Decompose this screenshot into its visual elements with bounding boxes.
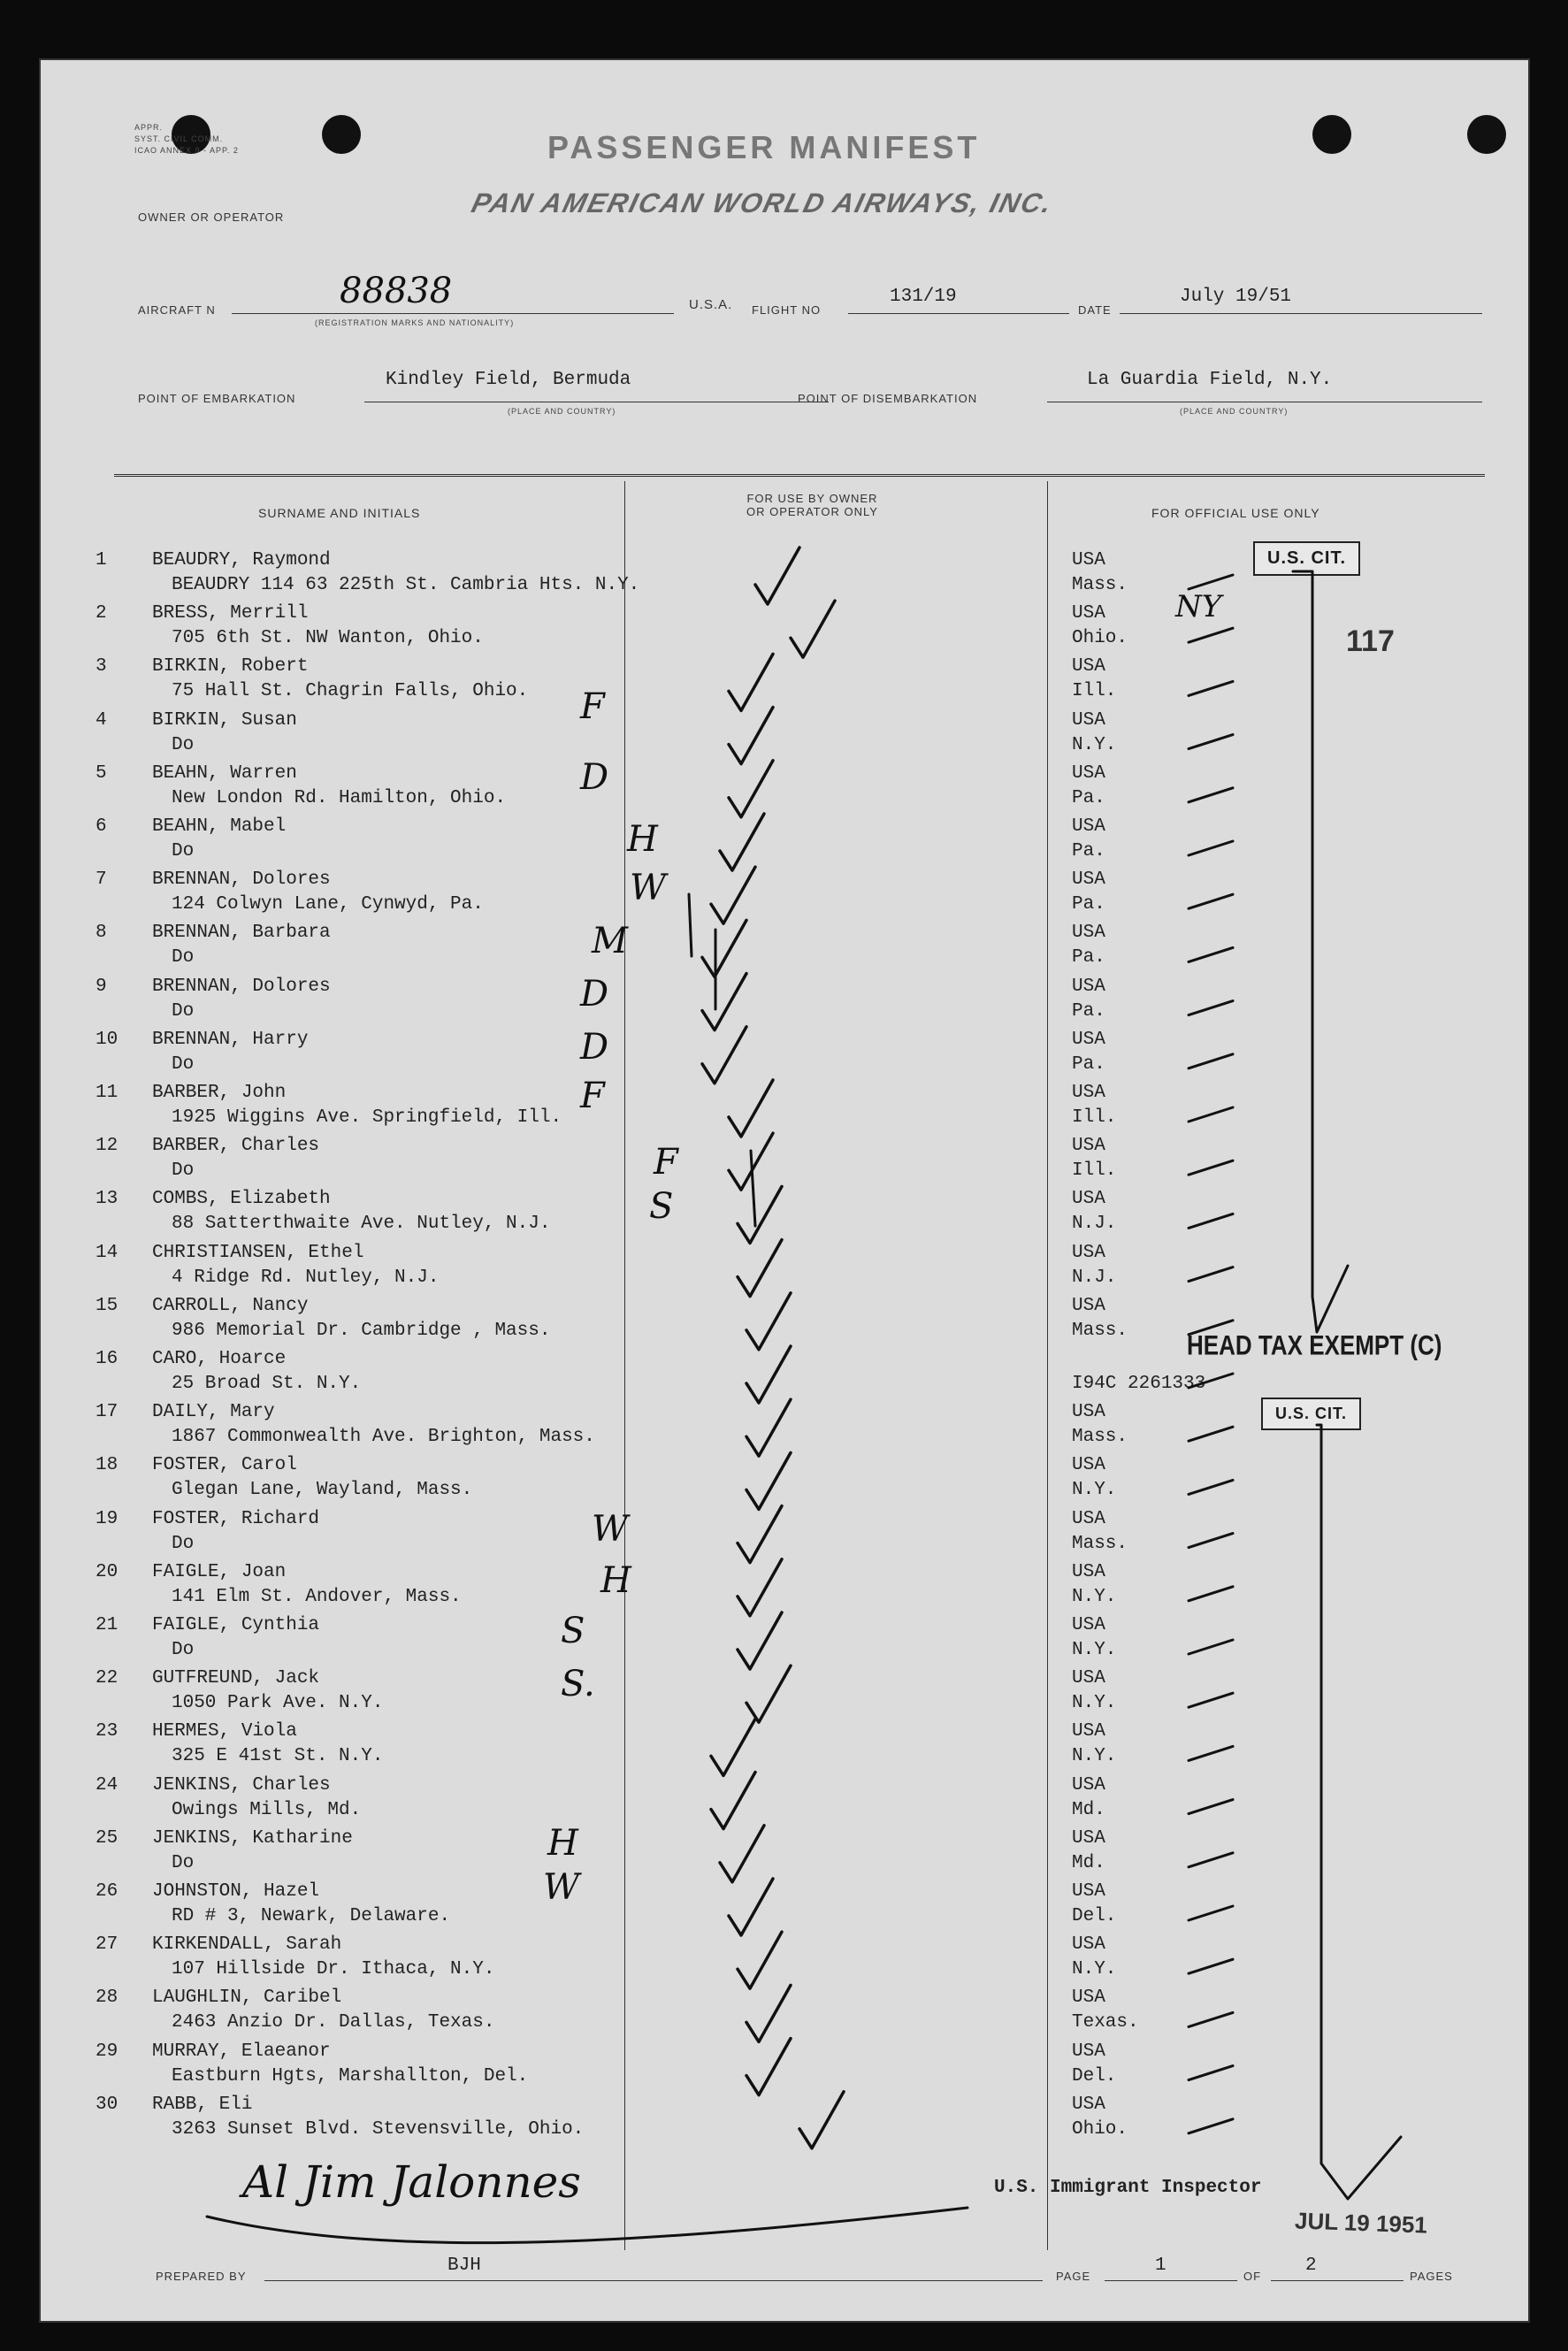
flight-label: FLIGHT NO [752, 303, 822, 317]
inspector-title: U.S. Immigrant Inspector [994, 2178, 1262, 2198]
operator-initial: M [592, 921, 628, 961]
checkmark-icon [720, 814, 764, 870]
official-tick-mark [1189, 1959, 1233, 1973]
checkmark-icon [729, 1080, 773, 1137]
operator-initial: W [592, 1509, 629, 1550]
citizenship: USA [1072, 1189, 1105, 1210]
passenger-address: Do [172, 734, 195, 755]
residence-state: Ohio. [1072, 2118, 1128, 2140]
passenger-address: 1050 Park Ave. N.Y. [172, 1693, 384, 1714]
checkmark-icon [738, 1186, 782, 1243]
citizenship: USA [1072, 1029, 1105, 1050]
passenger-name: BRENNAN, Dolores [152, 869, 331, 891]
passenger-name: GUTFREUND, Jack [152, 1668, 320, 1689]
operator-initial: W [543, 1867, 580, 1908]
official-tick-mark [1189, 1267, 1233, 1282]
row-number: 28 [96, 1987, 119, 2009]
form-code: APPR. SYST. CIVIL COMM. ICAO ANNEX 9 - APP. 2 [134, 123, 239, 155]
checkmark-icon [702, 974, 746, 1030]
citizenship: USA [1072, 1295, 1105, 1316]
signature: Al Jim Jalonnes [242, 2156, 581, 2208]
passenger-name: MURRAY, Elaeanor [152, 2041, 331, 2062]
place-label: (PLACE AND COUNTRY) [508, 407, 616, 416]
passenger-name: CHRISTIANSEN, Ethel [152, 1242, 364, 1263]
residence-state: Pa. [1072, 947, 1105, 969]
us-citizen-stamp: U.S. CIT. [1253, 541, 1360, 576]
head-tax-exempt: HEAD TAX EXEMPT (C) [1187, 1329, 1442, 1361]
passenger-address: 88 Satterthwaite Ave. Nutley, N.J. [172, 1214, 551, 1235]
checkmark-icon [755, 548, 799, 604]
checkmark-icon [711, 867, 755, 923]
passenger-name: BARBER, Charles [152, 1136, 320, 1157]
passenger-name: JOHNSTON, Hazel [152, 1881, 320, 1902]
passenger-address: 124 Colwyn Lane, Cynwyd, Pa. [172, 894, 484, 915]
passenger-name: BRENNAN, Harry [152, 1029, 309, 1050]
embark-value: Kindley Field, Bermuda [386, 370, 631, 390]
passenger-address: Do [172, 1160, 195, 1182]
passenger-name: BARBER, John [152, 1083, 287, 1103]
citizenship: USA [1072, 2041, 1105, 2062]
citizenship: USA [1072, 1508, 1105, 1529]
official-tick-mark [1189, 1374, 1233, 1388]
official-tick-mark [1189, 2066, 1233, 2080]
signature-flourish-icon [207, 2208, 968, 2243]
citizenship: USA [1072, 1455, 1105, 1476]
passenger-name: JENKINS, Katharine [152, 1827, 353, 1849]
official-tick-mark [1189, 681, 1233, 695]
row-number: 29 [96, 2041, 119, 2062]
checkmark-icon [746, 1452, 791, 1509]
passenger-address: Do [172, 841, 195, 862]
row-number: 5 [96, 762, 107, 784]
row-number: 12 [96, 1136, 119, 1157]
disembark-label: POINT OF DISEMBARKATION [798, 392, 978, 405]
passenger-address: 107 Hillside Dr. Ithaca, N.Y. [172, 1959, 495, 1980]
citizenship: USA [1072, 1721, 1105, 1742]
checkmark-icon [746, 1346, 791, 1403]
passenger-address: Glegan Lane, Wayland, Mass. [172, 1480, 473, 1501]
citizenship: USA [1072, 1615, 1105, 1635]
citizenship: USA [1072, 1083, 1105, 1103]
operator-initial: F [580, 1076, 605, 1116]
citizenship: USA [1072, 1827, 1105, 1849]
official-tick-mark [1189, 1640, 1233, 1654]
citizenship: USA [1072, 923, 1105, 944]
residence-state: N.Y. [1072, 734, 1117, 755]
usa-label: U.S.A. [689, 297, 733, 312]
residence-state: Ill. [1072, 1107, 1117, 1128]
row-number: 14 [96, 1242, 119, 1263]
citizenship: USA [1072, 976, 1105, 997]
residence-state: N.Y. [1072, 1693, 1117, 1714]
citizenship: USA [1072, 603, 1105, 624]
official-tick-mark [1189, 1906, 1233, 1920]
residence-state: N.Y. [1072, 1640, 1117, 1660]
residence-state: Texas. [1072, 2012, 1139, 2033]
passenger-address: 1925 Wiggins Ave. Springfield, Ill. [172, 1107, 562, 1128]
residence-state: N.Y. [1072, 1480, 1117, 1501]
passenger-name: BIRKIN, Susan [152, 709, 297, 731]
official-tick-mark [1189, 1214, 1233, 1228]
row-number: 19 [96, 1508, 119, 1529]
residence-state: Pa. [1072, 1000, 1105, 1022]
passenger-address: New London Rd. Hamilton, Ohio. [172, 787, 507, 808]
operator-initial: H [627, 819, 658, 860]
page-title: PASSENGER MANIFEST [547, 129, 981, 165]
official-tick-mark [1189, 1001, 1233, 1015]
owner-label: OWNER OR OPERATOR [138, 211, 285, 224]
row-number: 18 [96, 1455, 119, 1476]
citizenship: USA [1072, 2094, 1105, 2115]
checkmark-icon [738, 1240, 782, 1297]
residence-state: Mass. [1072, 1427, 1128, 1448]
operator-initial: D [580, 974, 609, 1015]
disembark-value: La Guardia Field, N.Y. [1087, 370, 1333, 390]
passenger-name: KIRKENDALL, Sarah [152, 1934, 342, 1956]
handwritten-marks [39, 58, 1530, 2323]
row-number: 30 [96, 2094, 119, 2115]
checkmark-icon [738, 1932, 782, 1988]
checkmark-icon [711, 1719, 755, 1775]
citizenship: USA [1072, 1402, 1105, 1423]
checkmark-icon [729, 761, 773, 817]
row-number: 17 [96, 1402, 119, 1423]
passenger-address: 75 Hall St. Chagrin Falls, Ohio. [172, 681, 529, 702]
date-label: DATE [1078, 303, 1112, 317]
residence-state: I94C 2261333 [1072, 1374, 1206, 1394]
checkmark-icon [738, 1506, 782, 1563]
residence-state: Pa. [1072, 894, 1105, 915]
official-tick-mark [1189, 947, 1233, 961]
passenger-name: JENKINS, Charles [152, 1774, 331, 1796]
checkmark-icon [738, 1559, 782, 1616]
checkmark-icon [702, 920, 746, 976]
official-tick-mark [1189, 1800, 1233, 1814]
passenger-address: Do [172, 1852, 195, 1873]
passenger-address: 1867 Commonwealth Ave. Brighton, Mass. [172, 1427, 595, 1448]
passenger-name: CARROLL, Nancy [152, 1295, 309, 1316]
us-citizen-stamp: U.S. CIT. [1261, 1398, 1361, 1430]
checkmark-icon [746, 1666, 791, 1722]
row-number: 27 [96, 1934, 119, 1956]
checkmark-icon [746, 1399, 791, 1456]
pages-label: PAGES [1410, 2270, 1453, 2283]
row-number: 22 [96, 1668, 119, 1689]
date-value: July 19/51 [1180, 287, 1292, 307]
row-number: 11 [96, 1083, 119, 1103]
citizenship: USA [1072, 709, 1105, 731]
passenger-address: 4 Ridge Rd. Nutley, N.J. [172, 1267, 440, 1288]
date-stamp: JUL 19 1951 [1294, 2207, 1428, 2239]
checkmark-icon [729, 708, 773, 764]
row-number: 13 [96, 1189, 119, 1210]
citizenship: USA [1072, 656, 1105, 678]
row-number: 23 [96, 1721, 119, 1742]
operator-initial: D [580, 1027, 609, 1068]
checkmark-icon [746, 1293, 791, 1350]
passenger-name: CARO, Hoarce [152, 1349, 287, 1369]
row-number: 3 [96, 656, 107, 678]
row-number: 1 [96, 550, 107, 571]
citizenship: USA [1072, 1881, 1105, 1902]
passenger-name: BEAHN, Mabel [152, 816, 287, 837]
passenger-address: Do [172, 1533, 195, 1554]
row-number: 10 [96, 1029, 119, 1050]
official-tick-mark [1189, 1693, 1233, 1707]
operator-initial: H [600, 1560, 631, 1601]
row-number: 26 [96, 1881, 119, 1902]
passenger-name: BRENNAN, Barbara [152, 923, 331, 944]
passenger-name: BIRKIN, Robert [152, 656, 309, 678]
row-number: 9 [96, 976, 107, 997]
residence-state: N.J. [1072, 1267, 1117, 1288]
row-number: 21 [96, 1615, 119, 1635]
citizenship: USA [1072, 1668, 1105, 1689]
residence-state: N.Y. [1072, 1586, 1117, 1607]
bracket-line-icon [1317, 1425, 1401, 2199]
residence-state: Mass. [1072, 1533, 1128, 1554]
residence-state: Pa. [1072, 787, 1105, 808]
residence-state: Del. [1072, 2065, 1117, 2087]
passenger-name: HERMES, Viola [152, 1721, 297, 1742]
embark-label: POINT OF EMBARKATION [138, 392, 296, 405]
passenger-address: 2463 Anzio Dr. Dallas, Texas. [172, 2012, 495, 2033]
checkmark-icon [729, 1879, 773, 1935]
flight-value: 131/19 [890, 287, 957, 307]
passenger-address: BEAUDRY 114 63 225th St. Cambria Hts. N.Y. [172, 575, 640, 595]
passenger-name: FOSTER, Carol [152, 1455, 297, 1476]
passenger-address: Do [172, 1640, 195, 1660]
of-value: 2 [1305, 2255, 1317, 2276]
row-number: 8 [96, 923, 107, 944]
passenger-address: RD # 3, Newark, Delaware. [172, 1906, 451, 1926]
operator-initial: S. [561, 1664, 595, 1704]
official-tick-mark [1189, 735, 1233, 749]
official-tick-mark [1189, 1321, 1233, 1335]
checkmark-icon [711, 1773, 755, 1829]
residence-state: Pa. [1072, 1053, 1105, 1075]
passenger-name: BEAHN, Warren [152, 762, 297, 784]
checkmark-icon [738, 1612, 782, 1669]
operator-stroke [689, 894, 692, 956]
citizenship: USA [1072, 1934, 1105, 1956]
official-tick-mark [1189, 1480, 1233, 1494]
aircraft-value: 88838 [340, 271, 453, 311]
residence-state: Ill. [1072, 1160, 1117, 1182]
operator-initial: S [561, 1611, 585, 1651]
owner-use-header: FOR USE BY OWNER OR OPERATOR ONLY [746, 492, 878, 518]
residence-state: Mass. [1072, 575, 1128, 595]
ny-note: NY [1175, 589, 1222, 624]
official-tick-mark [1189, 894, 1233, 908]
prepared-value: BJH [447, 2255, 481, 2276]
operator-initial: F [580, 686, 605, 727]
operator-initial: H [547, 1823, 578, 1864]
official-tick-mark [1189, 2012, 1233, 2026]
residence-state: Pa. [1072, 841, 1105, 862]
operator-initial: S [649, 1186, 674, 1227]
row-number: 6 [96, 816, 107, 837]
passenger-name: RABB, Eli [152, 2094, 253, 2115]
passenger-address: 325 E 41st St. N.Y. [172, 1746, 384, 1767]
operator-initial: W [630, 868, 667, 908]
passenger-name: FOSTER, Richard [152, 1508, 320, 1529]
official-tick-mark [1189, 575, 1233, 589]
passenger-address: 25 Broad St. N.Y. [172, 1374, 362, 1394]
checkmark-icon [799, 2092, 844, 2148]
residence-state: N.J. [1072, 1214, 1117, 1235]
surname-header: SURNAME AND INITIALS [258, 506, 421, 520]
registration-label: (REGISTRATION MARKS AND NATIONALITY) [315, 318, 515, 327]
page-label: PAGE [1056, 2270, 1091, 2283]
citizenship: USA [1072, 869, 1105, 891]
passenger-name: BEAUDRY, Raymond [152, 550, 331, 571]
checkmark-icon [702, 1027, 746, 1084]
passenger-name: FAIGLE, Cynthia [152, 1615, 320, 1635]
aircraft-label: AIRCRAFT N [138, 303, 216, 317]
official-tick-mark [1189, 1107, 1233, 1122]
official-tick-mark [1189, 788, 1233, 802]
checkmark-icon [746, 1985, 791, 2041]
passenger-name: BRENNAN, Dolores [152, 976, 331, 997]
citizenship: USA [1072, 1774, 1105, 1796]
residence-state: Ill. [1072, 681, 1117, 702]
passenger-name: FAIGLE, Joan [152, 1561, 287, 1582]
official-tick-mark [1189, 1853, 1233, 1867]
residence-state: Md. [1072, 1852, 1105, 1873]
passenger-address: Do [172, 947, 195, 969]
citizenship: USA [1072, 1561, 1105, 1582]
row-number: 7 [96, 869, 107, 891]
row-number: 4 [96, 709, 107, 731]
page-value: 1 [1155, 2255, 1166, 2276]
checkmark-icon [746, 2039, 791, 2095]
passenger-address: Do [172, 1053, 195, 1075]
passenger-address: Eastburn Hgts, Marshallton, Del. [172, 2065, 529, 2087]
residence-state: N.Y. [1072, 1746, 1117, 1767]
passenger-name: BRESS, Merrill [152, 603, 309, 624]
passenger-address: 705 6th St. NW Wanton, Ohio. [172, 628, 484, 649]
row-number: 16 [96, 1349, 119, 1369]
citizenship: USA [1072, 762, 1105, 784]
checkmark-icon [720, 1826, 764, 1882]
citizenship: USA [1072, 816, 1105, 837]
official-tick-mark [1189, 841, 1233, 855]
official-use-header: FOR OFFICIAL USE ONLY [1151, 506, 1320, 520]
passenger-name: DAILY, Mary [152, 1402, 275, 1423]
residence-state: Del. [1072, 1906, 1117, 1926]
manifest-sheet [39, 58, 1530, 2323]
official-tick-mark [1189, 1427, 1233, 1441]
airline-name: PAN AMERICAN WORLD AIRWAYS, INC. [468, 188, 1057, 218]
citizenship: USA [1072, 550, 1105, 571]
of-label: OF [1243, 2270, 1262, 2283]
residence-state: Md. [1072, 1799, 1105, 1820]
row-number: 24 [96, 1774, 119, 1796]
passenger-address: Owings Mills, Md. [172, 1799, 362, 1820]
official-tick-mark [1189, 628, 1233, 642]
citizenship: USA [1072, 1987, 1105, 2009]
citizenship: USA [1072, 1242, 1105, 1263]
checkmark-icon [729, 654, 773, 710]
operator-initial: D [580, 757, 609, 798]
passenger-name: LAUGHLIN, Caribel [152, 1987, 342, 2009]
official-tick-mark [1189, 1587, 1233, 1601]
citizenship: USA [1072, 1136, 1105, 1157]
official-tick-mark [1189, 1054, 1233, 1068]
bracket-line-icon [1293, 571, 1348, 1332]
operator-stroke [751, 1151, 755, 1226]
row-number: 15 [96, 1295, 119, 1316]
official-tick-mark [1189, 1746, 1233, 1760]
passenger-address: 141 Elm St. Andover, Mass. [172, 1586, 462, 1607]
row-number: 2 [96, 603, 107, 624]
residence-state: Ohio. [1072, 628, 1128, 649]
passenger-name: COMBS, Elizabeth [152, 1189, 331, 1210]
official-tick-mark [1189, 1160, 1233, 1175]
prepared-label: PREPARED BY [156, 2270, 247, 2283]
passenger-count: 117 [1346, 624, 1395, 658]
official-tick-mark [1189, 2119, 1233, 2133]
row-number: 20 [96, 1561, 119, 1582]
operator-initial: F [654, 1142, 678, 1183]
passenger-address: Do [172, 1000, 195, 1022]
residence-state: N.Y. [1072, 1959, 1117, 1980]
passenger-address: 986 Memorial Dr. Cambridge , Mass. [172, 1320, 551, 1341]
residence-state: Mass. [1072, 1320, 1128, 1341]
official-tick-mark [1189, 1534, 1233, 1548]
row-number: 25 [96, 1827, 119, 1849]
checkmark-icon [791, 601, 835, 657]
passenger-address: 3263 Sunset Blvd. Stevensville, Ohio. [172, 2118, 585, 2140]
place-label-2: (PLACE AND COUNTRY) [1180, 407, 1289, 416]
